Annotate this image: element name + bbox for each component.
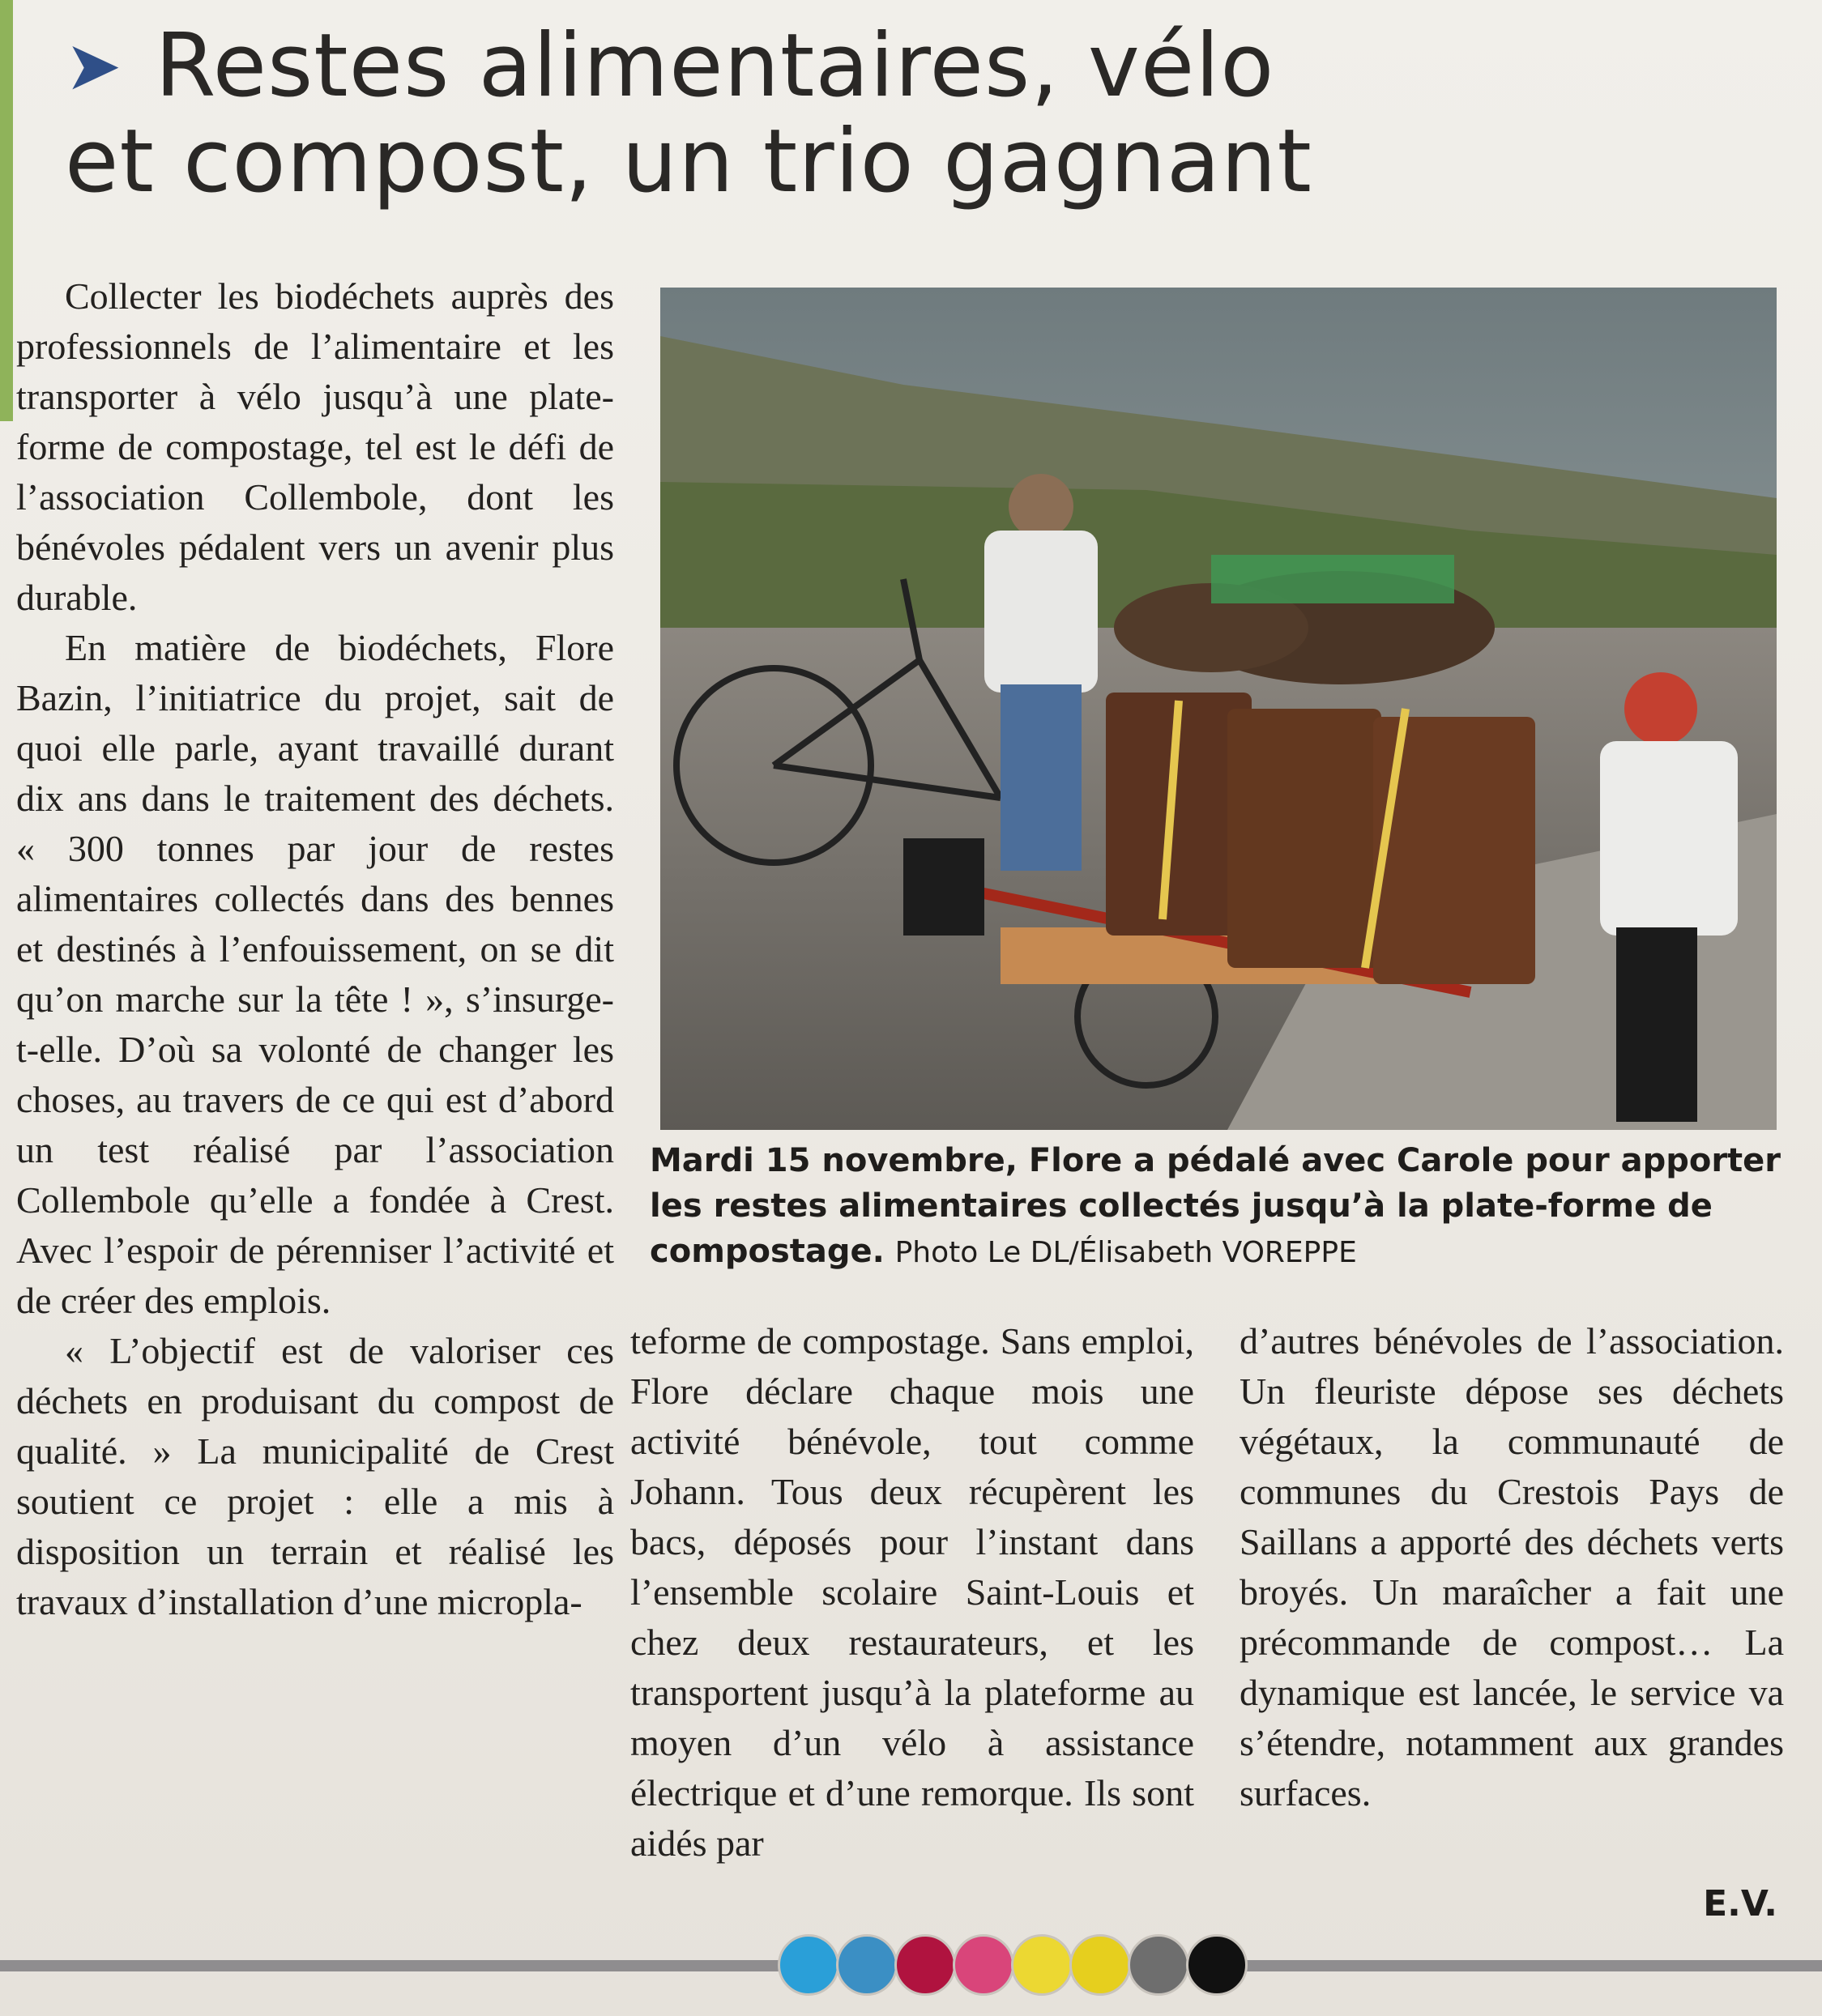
photo-caption [650, 1138, 1784, 1276]
paragraph-intro: Collecter les biodéchets auprès des professionnels de l’alimentaire et les transporter à vélo jusqu’à une plate-forme de compostage, tel est le défi de l’association Collembole, dont les bénévoles pédalent vers un avenir plus durable. [16, 275, 614, 618]
print-color-dot [1128, 1934, 1189, 1996]
print-color-dot [1011, 1934, 1073, 1996]
paragraph-2: En matière de biodéchets, Flore Bazin, l’initiatrice du projet, sait de quoi elle parle, ayant travaillé durant dix ans dans le traitement des déchets. « 300 tonnes par jour de restes alimentaires collectés dans des bennes et destinés à l’enfouissement, on se dit qu’on marche sur la tête ! », s’insurge-t-elle. D’où sa volonté de changer les choses, au travers de ce qui est d’abord un test réalisé par l’association Collembole qu’elle a fondée à Crest. Avec l’espoir de pérenniser l’activité et de créer des emplois. [16, 627, 614, 1321]
caption-text: Mardi 15 novembre, Flore a pédalé avec Carole pour apporter les restes alimentaires collectés jusqu’à la plate-forme de compostage. [650, 1142, 1781, 1270]
paragraph-continuation: teforme de compostage. Sans emploi, Flore déclare chaque mois une activité bénévole, tout comme Johann. Tous deux récupèrent les bacs, déposés pour l’instant dans l’ensemble scolaire Saint-Louis et chez deux restaurateurs, et les transportent jusqu’à la plateforme au moyen d’un vélo à assistance électrique et d’une remorque. Ils sont aidés par [630, 1320, 1194, 1864]
page-edge-strip [0, 0, 13, 421]
paragraph-3: « L’objectif est de valoriser ces déchets en produisant du compost de qualité. » La municipalité de Crest soutient ce projet : elle a mis à disposition un terrain et réalisé les travaux d’installation d’une micropla- [16, 1330, 614, 1622]
article-headline [65, 15, 1329, 212]
headline-text-1: Restes alimentaires, vélo [155, 15, 1275, 117]
print-color-dot [778, 1934, 839, 1996]
arrow-right-icon: ➤ [65, 26, 123, 105]
article-column-1 [16, 271, 614, 1627]
print-color-dot [836, 1934, 898, 1996]
paragraph-final: d’autres bénévoles de l’association. Un fleuriste dépose ses déchets végétaux, la communauté de communes du Crestois Pays de Saillans a apporté des déchets verts broyés. Un maraîcher a fait une précommande de compost… La dynamique est lancée, le service va s’étendre, notamment aux grandes surfaces. [1240, 1320, 1784, 1814]
headline-line-2: et compost, un trio gagnant [65, 111, 1312, 212]
article-column-2 [630, 1316, 1194, 1869]
print-color-dot [1069, 1934, 1131, 1996]
article-column-3 [1240, 1316, 1784, 1818]
print-color-dot [894, 1934, 956, 1996]
print-color-marks [778, 1934, 1248, 1999]
print-color-dot [953, 1934, 1014, 1996]
print-color-dot [1186, 1934, 1248, 1996]
author-signature: E.V. [1703, 1883, 1777, 1924]
article-photo [660, 288, 1777, 1130]
headline-line-1 [65, 15, 1329, 117]
photo-credit: Photo Le DL/Élisabeth VOREPPE [894, 1236, 1357, 1269]
